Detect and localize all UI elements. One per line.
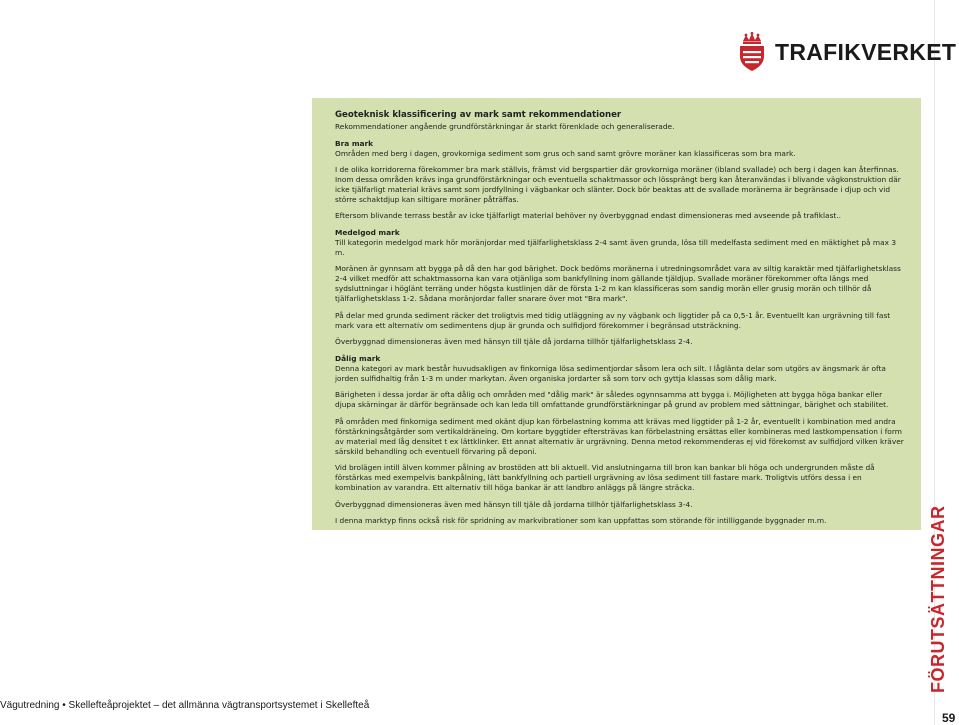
trafikverket-logo	[737, 32, 956, 72]
crown-shield-icon	[737, 32, 767, 72]
paragraph: På områden med finkorniga sediment med okänt djup kan förbelastning komma att krävas med liggtider på 1-2 år, eventuellt i kombination med andra förstärkningsåtgärder som vertikaldräneing. Om kortare byggtider eftersträvas kan förbelastning ersättas eller kombineras med lastkompensation i form av material med låg densitet t ex lättklinker. Ett annat alternativ är urgrävning. Denna metod rekommenderas ej vid förekomst av sulfidjord vilken kräver särskild behandling och eventuell förvaring på deponi.	[335, 416, 904, 456]
intro-text: Rekommendationer angående grundförstärkningar är starkt förenklade och generaliserade.	[335, 122, 675, 131]
paragraph: Bärigheten i dessa jordar är ofta dålig och områden med "dålig mark" är således ogynnsamma att bygga i. Möjligheten att bygga höga bankar eller djupa skärningar är därför begränsade och kan leda till omfattande grundförstärkningar på grund av problem med sättningar, bärighet och stabilitet.	[335, 390, 889, 409]
side-section-heading: FÖRUTSÄTTNINGAR	[928, 505, 948, 693]
paragraph: Vid brolägen intill älven kommer pålning av brostöden att bli aktuell. Vid anslutningarna till bron kan bankar bli höga och undergrunden måste då förstärkas med exempelvis bankpålning, lätt bankfyllning och partiell urgrävning av lösa sediment till fastare mark. Troligtvis utförs dessa i en kombination av varandra. Ett alternativ till höga bankar är att landbro anläggs på längre sträcka.	[335, 463, 875, 492]
section-heading-dalig-mark: Dålig mark	[335, 353, 381, 363]
section-heading-medelgod-mark: Medelgod mark	[335, 227, 400, 237]
paragraph: Överbyggnad dimensioneras även med hänsyn till tjäle då jordarna tillhör tjälfarlighetsklass 3-4.	[335, 499, 693, 509]
paragraph: På delar med grunda sediment räcker det troligtvis med tidig utläggning av ny vägbank och liggtider på ca 0,5-1 år. Eventuellt kan urgrävning till fast mark vara ett alternativ om sedimentens djup är grunda och sulfidjord förekommer i begränsad utsträckning.	[335, 310, 891, 330]
paragraph: Överbyggnad dimensioneras även med hänsyn till tjäle då jordarna tillhör tjälfarlighetsklass 2-4.	[335, 337, 693, 346]
paragraph: Områden med berg i dagen, grovkorniga sediment som grus och sand samt grövre moräner kan klassificeras som bra mark.	[335, 148, 796, 158]
paragraph: Till kategorin medelgod mark hör moränjordar med tjälfarlighetsklass 2-4 samt även grunda, lösa till medelfasta sediment med en mäktighet på max 3 m.	[335, 237, 897, 257]
brand-name: TRAFIKVERKET	[775, 38, 957, 65]
paragraph: I denna marktyp finns också risk för spridning av markvibrationer som kan uppfattas som störande för intilliggande byggnader m.m.	[335, 516, 827, 525]
box-title: Geoteknisk klassificering av mark samt rekommendationer	[335, 110, 622, 120]
page-number: 59	[942, 711, 956, 725]
footer-text: Vägutredning • Skellefteåprojektet – det allmänna vägtransportsystemet i Skellefteå	[0, 700, 370, 711]
paragraph: I de olika korridorerna förekommer bra mark ställvis, främst vid bergspartier där grovkorniga moräner (ibland svallade) och berg i dagen kan återfinnas. Inom dessa områden krävs inga grundförstärkningar och eventuella schaktmassor och lössprängt berg kan återanvändas i blivande vägkonstruktion där icke tjälfarligt material krävs samt som jordfyllning i vägbankar och slänter. Dock bör beaktas att de svallade moränerna är begränsade i djup och vid större schaktdjup kan siltigare moräner påträffas.	[335, 165, 901, 204]
paragraph: Eftersom blivande terrass består av icke tjälfarligt material behöver ny överbyggnad endast dimensioneras med avseende på trafiklast..	[335, 211, 842, 220]
paragraph: Denna kategori av mark består huvudsakligen av finkorniga lösa sedimentjordar såsom lera och silt. I låglänta delar som utgörs av ängsmark är ofta jorden sulfidhaltig från 1-3 m under markytan. Även organiska jordarter så som torv och gyttja klassas som dålig mark.	[335, 363, 886, 383]
info-box	[312, 98, 921, 530]
paragraph: Moränen är gynnsam att bygga på då den har god bärighet. Dock bedöms moränerna i utredningsområdet vara av siltig karaktär med tjälfarlighetsklass 2-4 vilket medför att schaktmassorna kan vara otjänliga som bankfyllning inom gällande tjäldjup. Svallade moräner förekommer ofta längs med sydsluttningar i höglänt terräng under högsta kustlinjen där de första 1-2 m kan klassificeras som sandig morän eller grusig morän och tillhör då tjälfarlighetsklass 1-2. Sådana moränjordar faller snarare över mot "Bra mark".	[335, 264, 901, 303]
section-heading-bra-mark: Bra mark	[335, 138, 374, 148]
